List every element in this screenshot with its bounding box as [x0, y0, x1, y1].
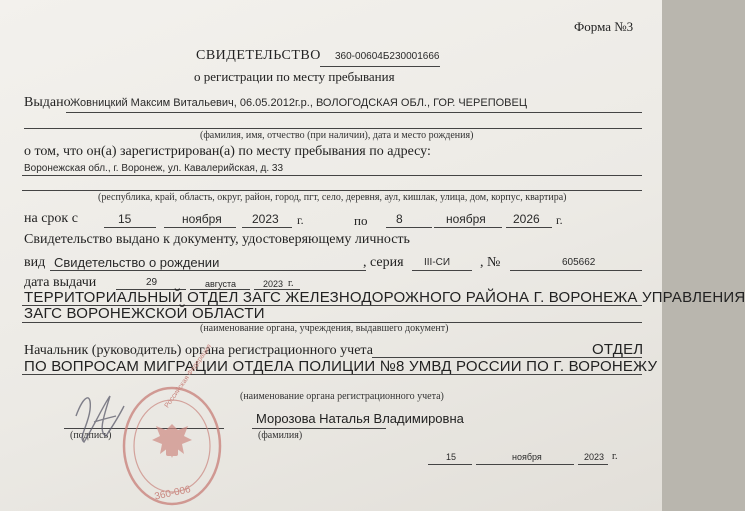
caption-authority: (наименование органа, учреждения, выдавшего документ): [200, 323, 449, 334]
sign-date-month-line: [476, 464, 574, 465]
doc-number-value: 605662: [562, 257, 596, 268]
term-from-month-line: [164, 227, 236, 228]
address-value: Воронежская обл., г. Воронеж, ул. Кавалерийская, д. 33: [24, 163, 284, 174]
term-from-year-line: [242, 227, 292, 228]
address-line-2: [22, 190, 642, 191]
head-org-line-2: [22, 374, 642, 375]
certificate-title: СВИДЕТЕЛЬСТВО: [196, 48, 321, 63]
official-name: Морозова Наталья Владимировна: [256, 411, 464, 426]
caption-address: (республика, край, область, округ, район, город, пгт, село, деревня, аул, кишлак, улица, дом, корпус, квартира): [98, 192, 567, 203]
issued-label: Выдано: [24, 95, 71, 110]
term-to-year-line: [506, 227, 552, 228]
term-to-month-line: [434, 227, 502, 228]
issue-date-year: 2023: [263, 279, 284, 289]
sign-date-year-line: [578, 464, 608, 465]
doc-type-line: [50, 270, 366, 271]
doc-type-label: вид: [24, 255, 46, 270]
doc-series-label: , серия: [363, 255, 404, 270]
sign-date-day: 15: [446, 452, 457, 462]
term-to-day: 8: [396, 212, 403, 226]
term-to-label: по: [354, 213, 368, 228]
term-from-month: ноября: [182, 212, 222, 226]
registered-text: о том, что он(а) зарегистрирован(а) по месту пребывания по адресу:: [24, 144, 431, 159]
head-org-part2: ПО ВОПРОСАМ МИГРАЦИИ ОТДЕЛА ПОЛИЦИИ №8 УМВД РОССИИ ПО Г. ВОРОНЕЖУ: [24, 358, 658, 375]
doc-type-value: Свидетельство о рождении: [54, 255, 220, 270]
term-to-month: ноября: [446, 212, 486, 226]
term-from-year: 2023: [252, 212, 279, 226]
term-to-day-line: [386, 227, 432, 228]
doc-series-line: [412, 270, 472, 271]
issued-line-1: [66, 112, 642, 113]
issued-to-value: Жовницкий Максим Витальевич, 06.05.2012г.р., ВОЛОГОДСКАЯ ОБЛ., ГОР. ЧЕРЕПОВЕЦ: [70, 97, 527, 109]
certificate-subtitle: о регистрации по месту пребывания: [194, 69, 395, 84]
caption-name: (фамилия, имя, отчество (при наличии), дата и место рождения): [200, 130, 474, 141]
term-from-year-suffix: г.: [297, 213, 304, 227]
doc-number-line: [510, 270, 642, 271]
stamp-number: 360-006: [153, 484, 192, 503]
issue-date-month: августа: [205, 279, 236, 289]
issuing-authority-line1: ТЕРРИТОРИАЛЬНЫЙ ОТДЕЛ ЗАГС ЖЕЛЕЗНОДОРОЖНОГО РАЙОНА Г. ВОРОНЕЖА УПРАВЛЕНИЯ: [24, 289, 745, 306]
term-from-day: 15: [118, 212, 132, 226]
sign-date-day-line: [428, 464, 472, 465]
address-line-1: [22, 175, 642, 176]
head-label: Начальник (руководитель) органа регистрационного учета: [24, 343, 373, 358]
sign-date-suffix: г.: [612, 451, 618, 462]
caption-signature: (подпись): [70, 430, 112, 441]
official-name-line: [252, 428, 386, 429]
caption-surname: (фамилия): [258, 430, 303, 441]
issue-date-suffix: г.: [288, 278, 294, 289]
issuing-authority-line2: ЗАГС ВОРОНЕЖСКОЙ ОБЛАСТИ: [24, 305, 265, 322]
caption-reg-org: (наименование органа регистрационного учета): [240, 391, 444, 402]
signature-scribble: [64, 386, 144, 456]
term-to-year: 2026: [513, 212, 540, 226]
stamp-text: Российская Федерация: [163, 343, 214, 410]
issued-line-2: [24, 128, 642, 129]
doc-number-label: , №: [480, 255, 501, 270]
issue-date-label: дата выдачи: [24, 275, 97, 290]
term-from-day-line: [104, 227, 156, 228]
document-text: Свидетельство выдано к документу, удостоверяющему личность: [24, 232, 410, 247]
form-number: Форма №3: [574, 19, 634, 34]
head-org-part1: ОТДЕЛ: [592, 341, 644, 358]
certificate-number: 360-00604Б230001666: [335, 51, 440, 62]
term-label: на срок с: [24, 211, 78, 226]
doc-series-value: III-СИ: [424, 257, 451, 268]
issue-date-day: 29: [146, 277, 158, 288]
certificate-number-line: [320, 66, 440, 67]
sign-date-month: ноября: [512, 452, 542, 462]
term-to-year-suffix: г.: [556, 213, 563, 227]
coat-of-arms-icon: [152, 424, 192, 458]
sign-date-year: 2023: [584, 452, 605, 462]
